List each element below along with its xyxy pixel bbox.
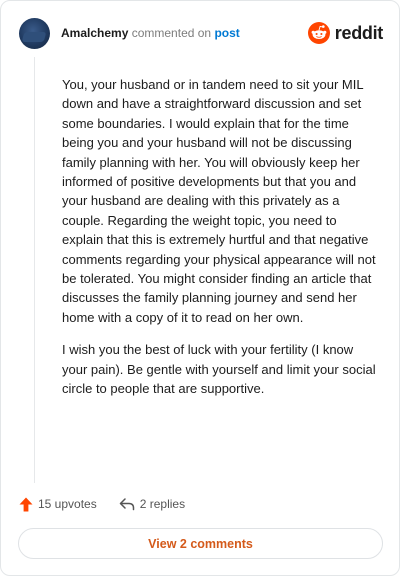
replies-count: 2 replies	[139, 497, 186, 511]
post-link[interactable]: post	[214, 26, 240, 40]
comment-paragraph: You, your husband or in tandem need to sit your MIL down and have a straightforward discussion and set some boundaries. I would explain that for the time being you and your husband will not be discussing family planning with her. You will obviously keep her informed of positive developments but that you and your husband are dealing with this privately as a couple. Regarding the weight topic, you need to explain that this is extremely hurtful and that negative comments regarding your physical appearance will not be tolerated. You might consider finding an article that discusses the family planning journey and send her home with a copy of it to read on her own.	[62, 77, 376, 325]
comment-body	[62, 75, 378, 412]
byline	[61, 26, 240, 40]
reply-arrow-icon	[119, 497, 135, 511]
reddit-wordmark: reddit	[334, 22, 383, 43]
view-comments-button[interactable]: View 2 comments	[18, 528, 383, 559]
upvote-count: 15 upvotes	[38, 497, 97, 511]
avatar[interactable]	[19, 18, 50, 49]
reddit-logo[interactable]	[308, 22, 383, 44]
upvote-button[interactable]	[19, 497, 97, 512]
byline-verb: commented on	[131, 26, 212, 40]
author-name[interactable]: Amalchemy	[61, 26, 129, 40]
reddit-snoo-icon	[308, 22, 330, 44]
comment-paragraph: I wish you the best of luck with your fertility (I know your pain). Be gentle with yourself and limit your social circle to people that are supportive.	[62, 342, 376, 397]
upvote-arrow-icon	[19, 497, 33, 512]
replies-button[interactable]	[119, 497, 185, 511]
thread-line	[34, 57, 35, 483]
comment-actions	[19, 494, 185, 514]
comment-header	[19, 15, 383, 51]
